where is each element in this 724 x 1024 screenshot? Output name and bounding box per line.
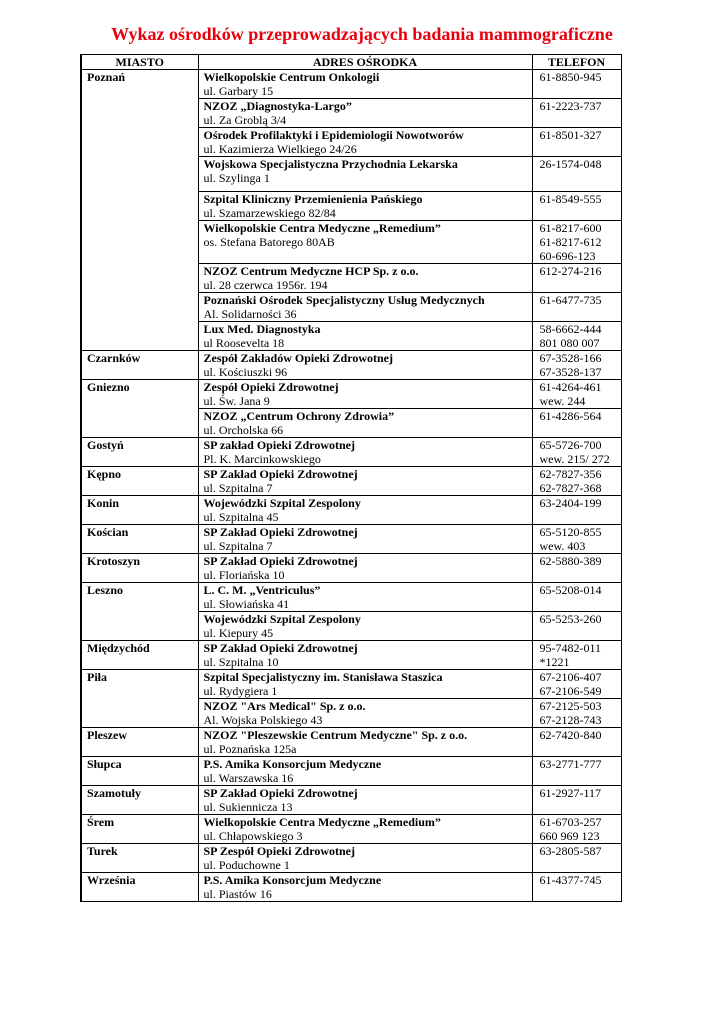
- phone-number: 67-2128-743: [539, 713, 602, 727]
- phone-number: 612-274-216: [539, 264, 602, 278]
- table-row: [81, 128, 621, 157]
- phone-number: 65-5253-260: [539, 612, 602, 626]
- phone-number: *1221: [539, 655, 570, 669]
- cell-city: [81, 293, 198, 322]
- facility-name: Poznański Ośrodek Specjalistyczny Usług Medycznych: [203, 293, 485, 307]
- table-row: [81, 221, 621, 264]
- phone-number: wew. 403: [539, 539, 586, 553]
- facility-street: ul. Floriańska 10: [203, 568, 285, 582]
- facility-street: ul. Szpitalna 7: [203, 481, 273, 495]
- phone-number: 61-2927-117: [539, 786, 602, 800]
- phone-number: 61-4377-745: [539, 873, 602, 887]
- phone-number: 63-2805-587: [539, 844, 602, 858]
- cell-address: [198, 438, 532, 467]
- phone-number: 61-8217-600: [539, 221, 602, 235]
- facility-street: ul. Szpitalna 7: [203, 539, 273, 553]
- facility-name: SP Zespół Opieki Zdrowotnej: [203, 844, 355, 858]
- cell-phone: [532, 221, 621, 264]
- phone-number: 62-7827-356: [539, 467, 602, 481]
- cell-address: [198, 192, 532, 221]
- phone-number: 26-1574-048: [539, 157, 602, 171]
- cell-city: Gniezno: [81, 380, 198, 409]
- cell-city: [81, 157, 198, 192]
- facility-street: ul. Kiepury 45: [203, 626, 274, 640]
- cell-city: Kościan: [81, 525, 198, 554]
- table-row: [81, 670, 621, 699]
- cell-phone: [532, 293, 621, 322]
- phone-number: 67-2125-503: [539, 699, 602, 713]
- phone-number: 61-8217-612: [539, 235, 602, 249]
- facility-name: Szpital Specjalistyczny im. Stanisława Staszica: [203, 670, 443, 684]
- facility-name: SP zakład Opieki Zdrowotnej: [203, 438, 355, 452]
- cell-city: Śrem: [81, 815, 198, 844]
- phone-number: 61-4286-564: [539, 409, 602, 423]
- cell-phone: [532, 670, 621, 699]
- cell-address: [198, 612, 532, 641]
- phone-number: 61-8850-945: [539, 70, 602, 84]
- cell-address: [198, 221, 532, 264]
- facility-street: Al. Solidarności 36: [203, 307, 297, 321]
- cell-phone: [532, 525, 621, 554]
- table-row: [81, 438, 621, 467]
- cell-city: Pleszew: [81, 728, 198, 757]
- cell-address: [198, 641, 532, 670]
- cell-phone: [532, 438, 621, 467]
- facility-name: NZOZ Centrum Medyczne HCP Sp. z o.o.: [203, 264, 419, 278]
- table-row: [81, 70, 621, 99]
- cell-address: [198, 264, 532, 293]
- cell-phone: [532, 322, 621, 351]
- cell-address: [198, 99, 532, 128]
- table-row: [81, 380, 621, 409]
- facility-name: SP Zakład Opieki Zdrowotnej: [203, 786, 358, 800]
- cell-city: Czarnków: [81, 351, 198, 380]
- table-row: [81, 554, 621, 583]
- phone-number: 61-4264-461: [539, 380, 602, 394]
- phone-number: 61-6703-257: [539, 815, 602, 829]
- facility-street: ul. Szylinga 1: [203, 171, 270, 185]
- cell-phone: [532, 844, 621, 873]
- phone-number: 660 969 123: [539, 829, 600, 843]
- cell-address: [198, 728, 532, 757]
- table-row: [81, 728, 621, 757]
- cell-city: Międzychód: [81, 641, 198, 670]
- table-row: [81, 583, 621, 612]
- phone-number: wew. 244: [539, 394, 586, 408]
- cell-address: [198, 583, 532, 612]
- cell-phone: [532, 128, 621, 157]
- phone-number: 61-6477-735: [539, 293, 602, 307]
- facility-name: P.S. Amika Konsorcjum Medyczne: [203, 757, 382, 771]
- table-row: [81, 496, 621, 525]
- facility-name: Wielkopolskie Centrum Onkologii: [203, 70, 380, 84]
- cell-city: [81, 192, 198, 221]
- cell-address: [198, 380, 532, 409]
- facility-street: ul. Sukiennicza 13: [203, 800, 293, 814]
- cell-phone: [532, 612, 621, 641]
- phone-number: 67-3528-137: [539, 365, 602, 379]
- cell-address: [198, 322, 532, 351]
- cell-phone: [532, 496, 621, 525]
- table-row: [81, 641, 621, 670]
- page-title: Wykaz ośrodków przeprowadzających badania mammograficzne: [111, 24, 613, 44]
- facility-street: ul. Szpitalna 45: [203, 510, 279, 524]
- facility-street: Pl. K. Marcinkowskiego: [203, 452, 321, 466]
- facility-name: Lux Med. Diagnostyka: [203, 322, 321, 336]
- phone-number: 65-5208-014: [539, 583, 602, 597]
- facility-name: NZOZ „Diagnostyka-Largo”: [203, 99, 352, 113]
- cell-phone: [532, 554, 621, 583]
- cell-address: [198, 467, 532, 496]
- facility-name: Wielkopolskie Centra Medyczne „Remedium”: [203, 221, 441, 235]
- cell-address: [198, 699, 532, 728]
- facility-name: Wojewódzki Szpital Zespolony: [203, 612, 361, 626]
- cell-city: Turek: [81, 844, 198, 873]
- facility-name: Zespół Opieki Zdrowotnej: [203, 380, 339, 394]
- cell-address: [198, 815, 532, 844]
- facility-street: ul. Kościuszki 96: [203, 365, 288, 379]
- facility-name: NZOZ "Pleszewskie Centrum Medyczne" Sp. z o.o.: [203, 728, 468, 742]
- cell-address: [198, 293, 532, 322]
- table-row: [81, 192, 621, 221]
- cell-address: [198, 873, 532, 902]
- cell-phone: [532, 728, 621, 757]
- cell-phone: [532, 641, 621, 670]
- cell-city: [81, 322, 198, 351]
- phone-number: 65-5726-700: [539, 438, 602, 452]
- facility-name: SP Zakład Opieki Zdrowotnej: [203, 525, 358, 539]
- cell-phone: [532, 583, 621, 612]
- cell-city: Szamotuły: [81, 786, 198, 815]
- facility-street: ul. Kazimierza Wielkiego 24/26: [203, 142, 357, 156]
- facility-name: Zespół Zakładów Opieki Zdrowotnej: [203, 351, 393, 365]
- column-header-address: ADRES OŚRODKA: [198, 55, 532, 70]
- cell-phone: [532, 192, 621, 221]
- cell-phone: [532, 873, 621, 902]
- table-row: [81, 322, 621, 351]
- phone-number: 95-7482-011: [539, 641, 602, 655]
- cell-address: [198, 496, 532, 525]
- cell-address: [198, 757, 532, 786]
- facility-street: ul. Poduchowne 1: [203, 858, 290, 872]
- phone-number: 67-2106-407: [539, 670, 602, 684]
- cell-city: Września: [81, 873, 198, 902]
- facility-name: Szpital Kliniczny Przemienienia Pańskiego: [203, 192, 423, 206]
- phone-number: 61-8501-327: [539, 128, 602, 142]
- cell-phone: [532, 157, 621, 192]
- facility-name: Ośrodek Profilaktyki i Epidemiologii Nowotworów: [203, 128, 464, 142]
- cell-city: [81, 128, 198, 157]
- cell-phone: [532, 70, 621, 99]
- cell-address: [198, 844, 532, 873]
- cell-address: [198, 409, 532, 438]
- facility-street: Al. Wojska Polskiego 43: [203, 713, 323, 727]
- table-row: [81, 157, 621, 192]
- cell-city: [81, 699, 198, 728]
- facility-name: SP Zakład Opieki Zdrowotnej: [203, 554, 358, 568]
- phone-number: wew. 215/ 272: [539, 452, 610, 466]
- column-header-city: MIASTO: [81, 55, 198, 70]
- cell-phone: [532, 264, 621, 293]
- facility-street: ul. 28 czerwca 1956r. 194: [203, 278, 328, 292]
- table-row: [81, 873, 621, 902]
- cell-phone: [532, 757, 621, 786]
- facility-street: ul. Warszawska 16: [203, 771, 294, 785]
- facility-name: NZOZ „Centrum Ochrony Zdrowia”: [203, 409, 395, 423]
- cell-city: [81, 99, 198, 128]
- phone-number: 61-2223-737: [539, 99, 602, 113]
- cell-address: [198, 525, 532, 554]
- table-row: [81, 525, 621, 554]
- cell-address: [198, 70, 532, 99]
- facility-name: Wielkopolskie Centra Medyczne „Remedium”: [203, 815, 441, 829]
- cell-phone: [532, 351, 621, 380]
- cell-city: [81, 409, 198, 438]
- facility-street: ul. Słowiańska 41: [203, 597, 290, 611]
- phone-number: 67-2106-549: [539, 684, 602, 698]
- phone-number: 63-2404-199: [539, 496, 602, 510]
- phone-number: 801 080 007: [539, 336, 600, 350]
- cell-address: [198, 554, 532, 583]
- table-row: [81, 264, 621, 293]
- facility-street: ul Roosevelta 18: [203, 336, 285, 350]
- cell-city: Słupca: [81, 757, 198, 786]
- facility-street: ul. Chłapowskiego 3: [203, 829, 303, 843]
- cell-city: [81, 264, 198, 293]
- facility-street: ul. Szpitalna 10: [203, 655, 279, 669]
- facility-street: ul. Szamarzewskiego 82/84: [203, 206, 336, 220]
- cell-phone: [532, 467, 621, 496]
- phone-number: 58-6662-444: [539, 322, 602, 336]
- facility-street: ul. Św. Jana 9: [203, 394, 270, 408]
- phone-number: 67-3528-166: [539, 351, 602, 365]
- table-row: [81, 699, 621, 728]
- cell-phone: [532, 699, 621, 728]
- phone-number: 65-5120-855: [539, 525, 602, 539]
- cell-address: [198, 786, 532, 815]
- table-row: [81, 815, 621, 844]
- phone-number: 62-7420-840: [539, 728, 602, 742]
- phone-number: 62-7827-368: [539, 481, 602, 495]
- cell-address: [198, 157, 532, 192]
- cell-city: Kępno: [81, 467, 198, 496]
- phone-number: 61-8549-555: [539, 192, 602, 206]
- cell-city: Leszno: [81, 583, 198, 612]
- table-row: [81, 351, 621, 380]
- table-row: [81, 612, 621, 641]
- facility-name: NZOZ "Ars Medical" Sp. z o.o.: [203, 699, 366, 713]
- cell-phone: [532, 409, 621, 438]
- facility-street: ul. Za Groblą 3/4: [203, 113, 287, 127]
- mammography-centers-table: [80, 54, 622, 902]
- cell-city: Konin: [81, 496, 198, 525]
- table-row: [81, 409, 621, 438]
- cell-city: Piła: [81, 670, 198, 699]
- facility-name: P.S. Amika Konsorcjum Medyczne: [203, 873, 382, 887]
- cell-phone: [532, 786, 621, 815]
- cell-city: Krotoszyn: [81, 554, 198, 583]
- table-body: [81, 70, 621, 902]
- table-row: [81, 467, 621, 496]
- cell-address: [198, 128, 532, 157]
- cell-city: [81, 221, 198, 264]
- table-row: [81, 757, 621, 786]
- facility-street: ul. Rydygiera 1: [203, 684, 278, 698]
- cell-city: [81, 612, 198, 641]
- table-header-row: [81, 55, 621, 70]
- cell-city: Poznań: [81, 70, 198, 99]
- table-row: [81, 786, 621, 815]
- cell-phone: [532, 380, 621, 409]
- cell-address: [198, 670, 532, 699]
- facility-street: ul. Garbary 15: [203, 84, 274, 98]
- facility-name: L. C. M. „Ventriculus”: [203, 583, 321, 597]
- cell-address: [198, 351, 532, 380]
- facility-name: Wojskowa Specjalistyczna Przychodnia Lekarska: [203, 157, 458, 171]
- phone-number: 60-696-123: [539, 249, 596, 263]
- facility-name: SP Zakład Opieki Zdrowotnej: [203, 641, 358, 655]
- cell-phone: [532, 99, 621, 128]
- facility-street: os. Stefana Batorego 80AB: [203, 235, 335, 249]
- phone-number: 63-2771-777: [539, 757, 602, 771]
- facility-street: ul. Piastów 16: [203, 887, 272, 901]
- phone-number: 62-5880-389: [539, 554, 602, 568]
- cell-city: Gostyń: [81, 438, 198, 467]
- table-row: [81, 844, 621, 873]
- facility-street: ul. Orcholska 66: [203, 423, 284, 437]
- facility-street: ul. Poznańska 125a: [203, 742, 297, 756]
- column-header-phone: TELEFON: [532, 55, 621, 70]
- cell-phone: [532, 815, 621, 844]
- table-row: [81, 99, 621, 128]
- facility-name: SP Zakład Opieki Zdrowotnej: [203, 467, 358, 481]
- facility-name: Wojewódzki Szpital Zespolony: [203, 496, 361, 510]
- table-row: [81, 293, 621, 322]
